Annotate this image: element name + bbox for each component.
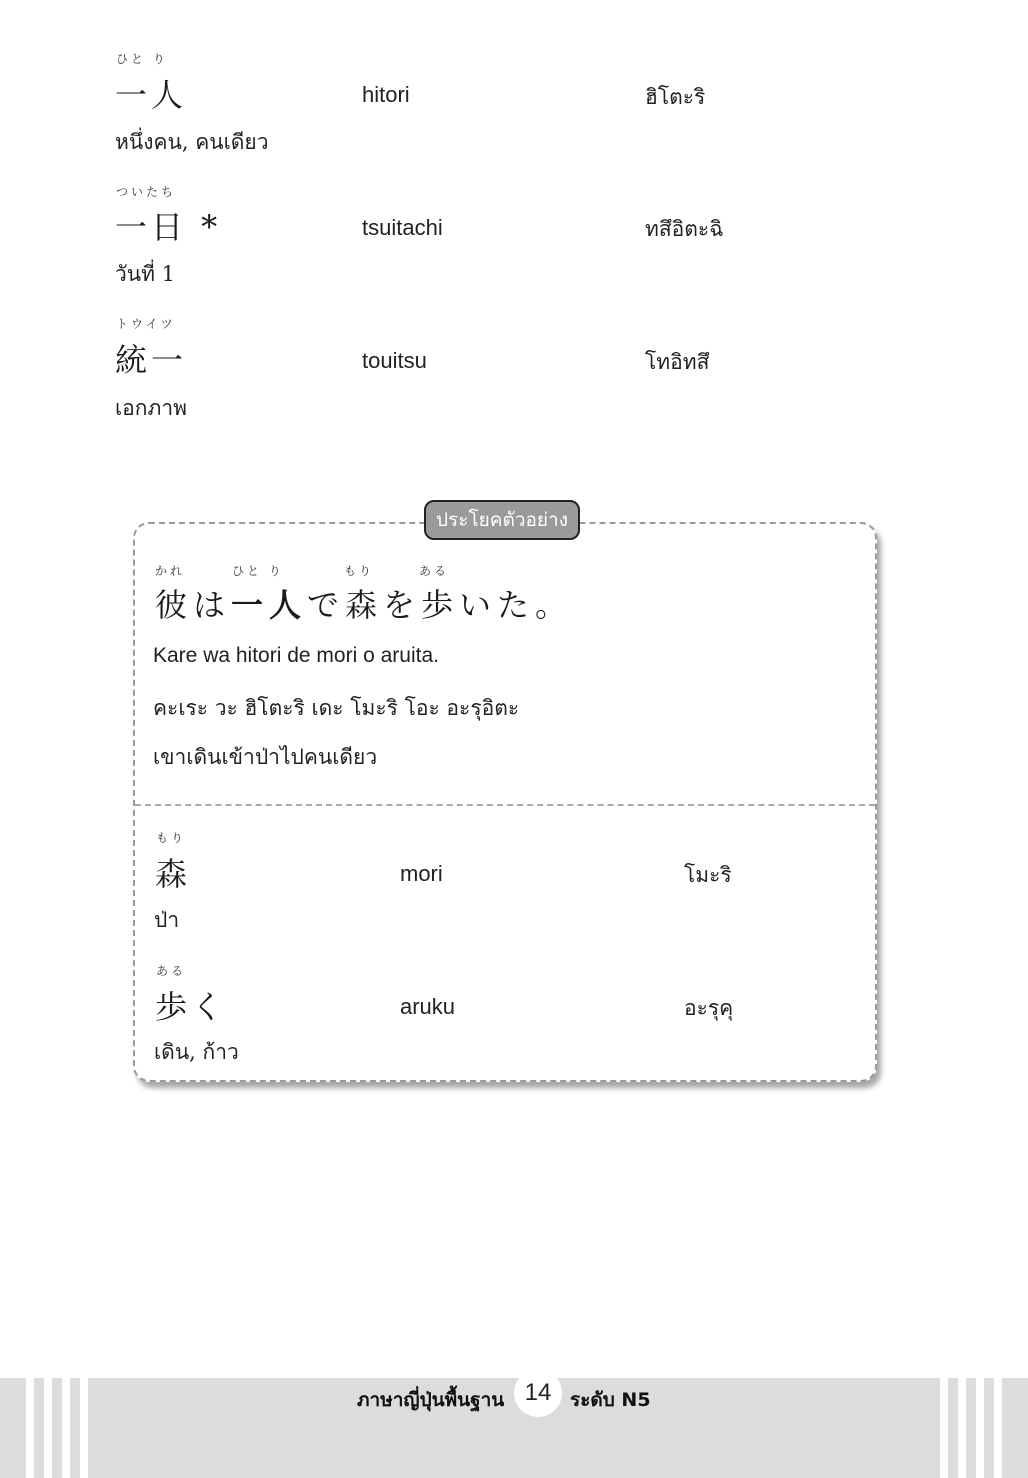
page-number: 14 — [514, 1369, 562, 1417]
furigana: ある — [419, 564, 450, 578]
furigana: もり — [156, 831, 187, 845]
vocab-romaji: touitsu — [362, 348, 427, 373]
word: 森 — [155, 855, 192, 893]
example-meaning: เขาเดินเข้าป่าไปคนเดียว — [153, 745, 378, 769]
furigana: ついたち — [116, 185, 177, 199]
footer-level: ระดับ N5 — [570, 1389, 651, 1411]
vocab-word: 一人 — [115, 76, 188, 114]
furigana: ある — [156, 964, 187, 978]
footer-stripe — [940, 1378, 948, 1478]
sentence-highlight: 一人 — [231, 586, 308, 624]
word: 歩く — [155, 988, 228, 1026]
footer-stripe — [976, 1378, 984, 1478]
vocab-romaji: hitori — [362, 82, 410, 107]
furigana: ひと り — [232, 564, 284, 578]
word-romaji: aruku — [400, 994, 456, 1019]
vocab-meaning: วันที่ 1 — [115, 262, 176, 286]
example-romaji: Kare wa hitori de mori o aruita. — [153, 644, 439, 667]
vocab-word: 一日 * — [115, 208, 222, 246]
footer-stripe — [44, 1378, 52, 1478]
footer-stripe — [994, 1378, 1002, 1478]
furigana: かれ — [155, 564, 186, 578]
vocab-thai-reading: ฮิโตะริ — [645, 85, 706, 109]
vocab-meaning: เอกภาพ — [115, 396, 187, 420]
word-thai-reading: โมะริ — [684, 863, 732, 887]
word-meaning: เดิน, ก้าว — [154, 1040, 239, 1064]
furigana: もり — [344, 564, 375, 578]
example-thai-reading: คะเระ วะ ฮิโตะริ เดะ โมะริ โอะ อะรุอิตะ — [153, 696, 520, 720]
vocab-word: 統一 — [115, 341, 188, 379]
footer-book-title: ภาษาญี่ปุ่นพื้นฐาน — [357, 1389, 505, 1411]
vocab-thai-reading: ทสึอิตะฉิ — [645, 217, 724, 241]
example-sentence — [155, 580, 573, 626]
footer-stripe — [958, 1378, 966, 1478]
footer-stripe — [26, 1378, 34, 1478]
vocab-romaji: tsuitachi — [362, 215, 443, 240]
word-meaning: ป่า — [154, 908, 180, 932]
furigana: ひと り — [116, 52, 168, 66]
vocab-thai-reading: โทอิทสึ — [645, 350, 710, 374]
example-tab-label: ประโยคตัวอย่าง — [424, 500, 580, 540]
furigana: トウイツ — [116, 317, 176, 331]
footer-stripe — [62, 1378, 70, 1478]
sentence-part: 彼は — [155, 586, 232, 624]
vocab-meaning: หนึ่งคน, คนเดียว — [115, 130, 269, 154]
sentence-part: で森を歩いた。 — [307, 586, 574, 624]
word-romaji: mori — [400, 861, 443, 886]
divider — [135, 804, 875, 806]
word-thai-reading: อะรุคุ — [684, 996, 734, 1020]
footer-stripe — [80, 1378, 88, 1478]
